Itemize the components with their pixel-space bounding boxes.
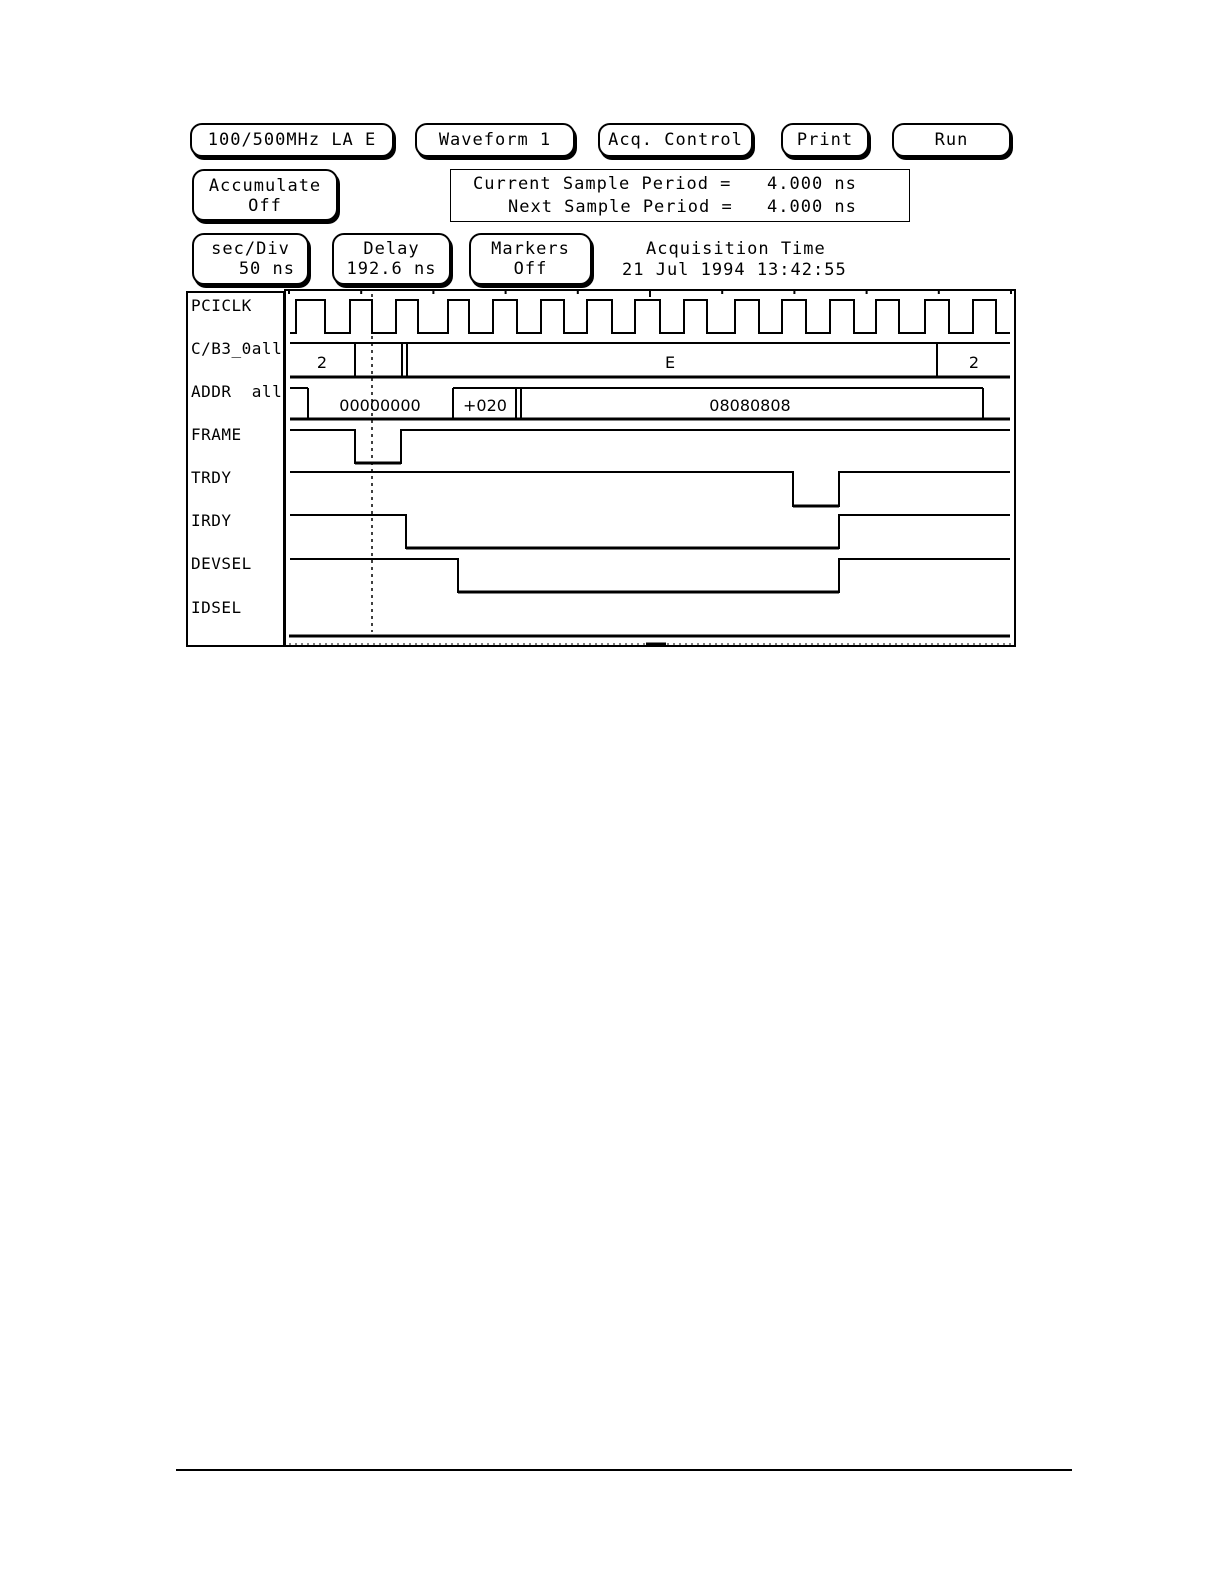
next-sample-value: 4.000 ns: [767, 197, 857, 217]
acq-control-button-label: Acq. Control: [608, 130, 743, 150]
signal-label-pciclk: PCICLK: [191, 296, 252, 315]
cbe-value-3: 2: [968, 353, 980, 372]
time-axis-ticks: [289, 290, 1011, 297]
cbe-value-1: 2: [316, 353, 328, 372]
devsel-trace: [290, 559, 1010, 592]
accumulate-value: Off: [248, 196, 282, 216]
current-sample-value: 4.000 ns: [767, 174, 857, 194]
signal-label-irdy: IRDY: [191, 511, 232, 530]
pciclk-trace: [290, 300, 1010, 333]
module-button-label: 100/500MHz LA E: [207, 130, 377, 150]
addr-value-3: 08080808: [709, 396, 791, 415]
delay-title: Delay: [363, 239, 420, 259]
waveform-button-label: Waveform 1: [438, 130, 552, 150]
sec-div-value: 50 ns: [238, 259, 295, 279]
next-sample-label: Next Sample Period =: [508, 197, 733, 217]
accumulate-title: Accumulate: [208, 176, 322, 196]
signal-label-devsel: DEVSEL: [191, 554, 252, 573]
current-sample-label: Current Sample Period =: [473, 174, 732, 194]
acquisition-timestamp: 21 Jul 1994 13:42:55: [622, 260, 847, 280]
frame-trace: [290, 430, 1010, 463]
delay-value: 192.6 ns: [346, 259, 437, 279]
markers-title: Markers: [491, 239, 570, 259]
cbe-value-2: E: [664, 353, 676, 372]
signal-label-cbe: C/B3_0all: [191, 339, 283, 358]
trdy-trace: [290, 472, 1010, 506]
footer-rule: [176, 1469, 1072, 1471]
signal-label-idsel: IDSEL: [191, 598, 242, 617]
acquisition-time-title: Acquisition Time: [646, 239, 826, 259]
signal-label-addr: ADDR all: [191, 382, 283, 401]
print-button-label: Print: [796, 130, 854, 150]
waveform-display: [0, 0, 1225, 700]
signal-label-trdy: TRDY: [191, 468, 232, 487]
markers-value: Off: [513, 259, 548, 279]
sec-div-title: sec/Div: [211, 239, 290, 259]
addr-value-2: +020: [463, 396, 507, 415]
signal-label-frame: FRAME: [191, 425, 242, 444]
irdy-trace: [290, 515, 1010, 548]
run-button-label: Run: [934, 130, 969, 150]
addr-value-1: 00000000: [339, 396, 421, 415]
